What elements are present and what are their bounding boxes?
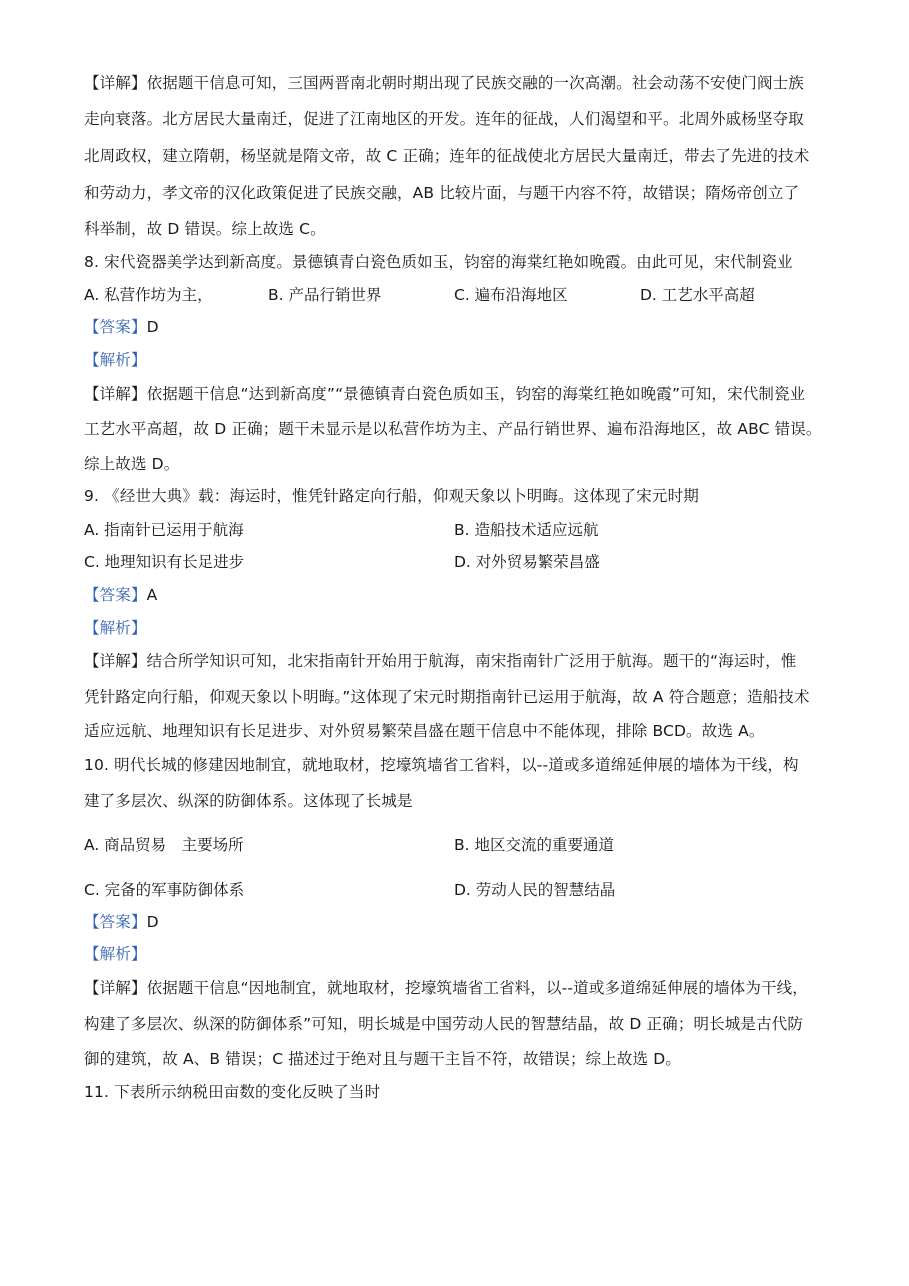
q10-detail-line-1: 【详解】依据题干信息“因地制宜，就地取材，挖壕筑墙省工省料，以--道或多道绵延伸展的墙体为干线， xyxy=(84,979,808,997)
q7-detail-line-5: 科举制，故 D 错误。综上故选 C。 xyxy=(84,220,326,238)
q9-option-d: D. 对外贸易繁荣昌盛 xyxy=(454,553,600,571)
q8-answer-label: 【答案】 xyxy=(84,318,147,336)
q8-detail-line-3: 综上故选 D。 xyxy=(84,455,180,473)
q8-option-b: B. 产品行销世界 xyxy=(268,286,382,304)
q8-stem: 8. 宋代瓷器美学达到新高度。景德镇青白瓷色质如玉，钧窑的海棠红艳如晚霞。由此可见，宋代制瓷业 xyxy=(84,253,793,271)
q8-answer-row xyxy=(84,316,836,338)
q9-option-a: A. 指南针已运用于航海 xyxy=(84,521,244,539)
q10-analysis-label: 【解析】 xyxy=(84,945,147,963)
q10-option-d: D. 劳动人民的智慧结晶 xyxy=(454,881,616,899)
q9-answer-value: A xyxy=(146,586,158,604)
q10-option-c: C. 完备的军事防御体系 xyxy=(84,881,245,899)
q8-analysis-label: 【解析】 xyxy=(84,351,147,369)
q10-answer-value: D xyxy=(146,913,159,931)
q9-detail-line-2: 凭针路定向行船，仰观天象以卜明晦。”这体现了宋元时期指南针已运用于航海，故 A 符合题意；造船技术 xyxy=(84,688,810,706)
q8-answer-value: D xyxy=(146,318,159,336)
q7-detail-line-3: 北周政权，建立隋朝，杨坚就是隋文帝，故 C 正确；连年的征战使北方居民大量南迁，带去了先进的技术 xyxy=(84,147,810,165)
q8-option-d: D. 工艺水平高超 xyxy=(640,286,755,304)
q9-option-b: B. 造船技术适应远航 xyxy=(454,521,599,539)
q10-option-b: B. 地区交流的重要通道 xyxy=(454,836,614,854)
q9-answer-row xyxy=(84,584,836,606)
q8-detail-line-2: 工艺水平高超，故 D 正确；题干未显示是以私营作坊为主、产品行销世界、遍布沿海地区，故 ABC 错误。 xyxy=(84,420,822,438)
q10-option-a: A. 商品贸易 主要场所 xyxy=(84,836,244,854)
q10-stem-line-2: 建了多层次、纵深的防御体系。这体现了长城是 xyxy=(84,792,413,810)
q8-option-c: C. 遍布沿海地区 xyxy=(454,286,568,304)
q9-detail-line-1: 【详解】结合所学知识可知，北宋指南针开始用于航海，南宋指南针广泛用于航海。题干的“海运时，惟 xyxy=(84,652,797,670)
q10-answer-row xyxy=(84,911,836,933)
q7-detail-line-4: 和劳动力，孝文帝的汉化政策促进了民族交融，AB 比较片面，与题干内容不符，故错误；隋炀帝创立了 xyxy=(84,184,800,202)
q9-answer-label: 【答案】 xyxy=(84,586,147,604)
q9-stem: 9. 《经世大典》载：海运时，惟凭针路定向行船，仰观天象以卜明晦。这体现了宋元时期 xyxy=(84,487,699,505)
q10-detail-line-2: 构建了多层次、纵深的防御体系”可知，明长城是中国劳动人民的智慧结晶，故 D 正确；明长城是古代防 xyxy=(84,1015,804,1033)
q11-stem: 11. 下表所示纳税田亩数的变化反映了当时 xyxy=(84,1083,381,1101)
q10-answer-label: 【答案】 xyxy=(84,913,147,931)
q8-detail-line-1: 【详解】依据题干信息“达到新高度”“景德镇青白瓷色质如玉，钧窑的海棠红艳如晚霞”可知，宋代制瓷业 xyxy=(84,385,806,403)
q7-detail-line-1: 【详解】依据题干信息可知，三国两晋南北朝时期出现了民族交融的一次高潮。社会动荡不安使门阀士族 xyxy=(84,74,804,92)
q9-option-c: C. 地理知识有长足进步 xyxy=(84,553,245,571)
q8-option-a: A. 私营作坊为主， xyxy=(84,286,213,304)
q9-detail-line-3: 适应远航、地理知识有长足进步、对外贸易繁荣昌盛在题干信息中不能体现，排除 BCD。故选 A。 xyxy=(84,722,765,740)
q10-detail-line-3: 御的建筑，故 A、B 错误；C 描述过于绝对且与题干主旨不符，故错误；综上故选 D。 xyxy=(84,1050,682,1068)
q10-stem-line-1: 10. 明代长城的修建因地制宜，就地取材，挖壕筑墙省工省料，以--道或多道绵延伸展的墙体为干线，构 xyxy=(84,756,799,774)
q7-detail-line-2: 走向衰落。北方居民大量南迁，促进了江南地区的开发。连年的征战，人们渴望和平。北周外戚杨坚夺取 xyxy=(84,110,804,128)
q9-analysis-label: 【解析】 xyxy=(84,619,147,637)
